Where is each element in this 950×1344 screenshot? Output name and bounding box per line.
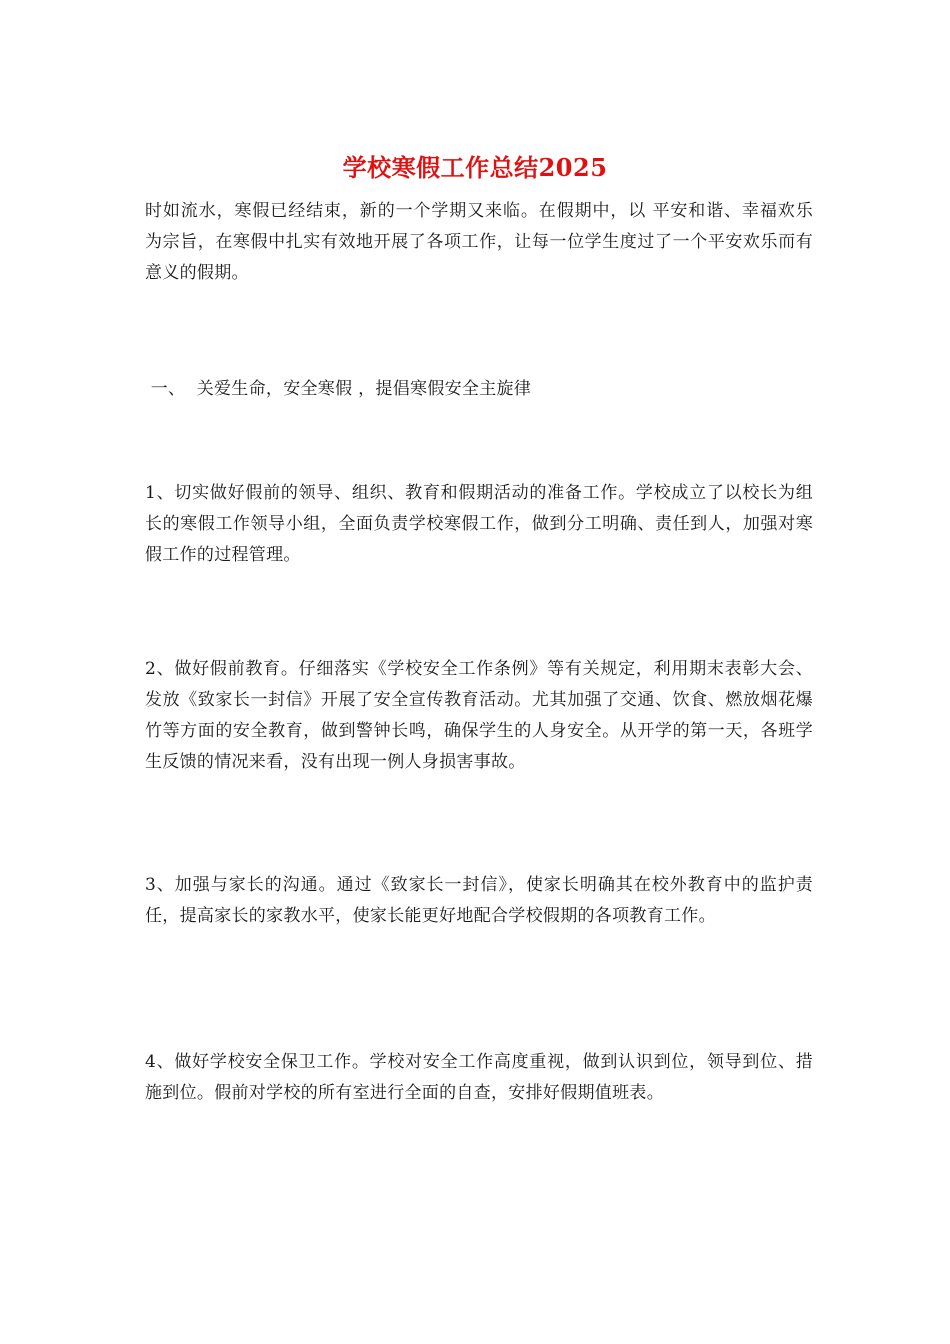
item-paragraph-3: 3、加强与家长的沟通。通过《致家长一封信》，使家长明确其在校外教育中的监护责任，提高家长的家教水平，使家长能更好地配合学校假期的各项教育工作。 [145, 875, 813, 926]
item-paragraph-4: 4、做好学校安全保卫工作。学校对安全工作高度重视，做到认识到位，领导到位、措施到位。假前对学校的所有室进行全面的自查，安排好假期值班表。 [145, 1052, 813, 1103]
document-title: 学校寒假工作总结2025 [342, 153, 608, 182]
section-heading: 一、 关爱生命，安全寒假 ，提倡寒假安全主旋律 [145, 379, 532, 399]
item-paragraph-2: 2、做好假前教育。仔细落实《学校安全工作条例》等有关规定，利用期末表彰大会、发放《致家长一封信》开展了安全宣传教育活动。尤其加强了交通、饮食、燃放烟花爆竹等方面的安全教育，做到警钟长鸣，确保学生的人身安全。从开学的第一天，各班学生反馈的情况来看，没有出现一例人身损害事故。 [145, 659, 813, 772]
item-paragraph-1: 1、切实做好假前的领导、组织、教育和假期活动的准备工作。学校成立了以校长为组长的寒假工作领导小组，全面负责学校寒假工作，做到分工明确、责任到人，加强对寒假工作的过程管理。 [145, 483, 813, 565]
intro-paragraph: 时如流水，寒假已经结束，新的一个学期又来临。在假期中，以 平安和谐、幸福欢乐 为宗旨，在寒假中扎实有效地开展了各项工作，让每一位学生度过了一个平安欢乐而有意义的假期。 [145, 201, 813, 283]
